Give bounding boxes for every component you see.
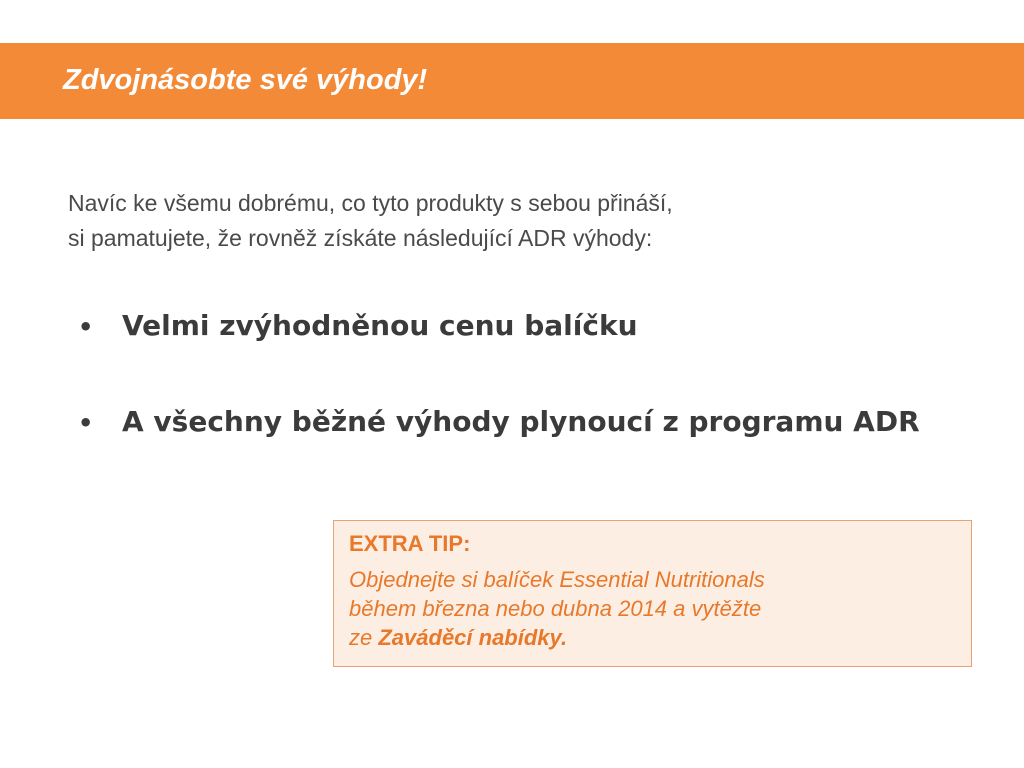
intro-line-1: Navíc ke všemu dobrému, co tyto produkty s sebou přináší, [68,190,673,216]
tip-heading: EXTRA TIP: [349,531,471,556]
bullet-text: Velmi zvýhodněnou cenu balíčku [122,309,638,342]
slide-title: Zdvojnásobte své výhody! [63,64,428,96]
bullet-item [78,402,920,443]
tip-line-1: Objednejte si balíček Essential Nutritionals [349,567,765,592]
tip-line-3 [349,623,765,652]
tip-body [349,565,765,652]
tip-line-3-prefix: ze [349,625,379,650]
bullet-marker: • [78,313,94,341]
bullet-text: A všechny běžné výhody plynoucí z programu ADR [122,405,920,438]
intro-paragraph [68,186,673,256]
bullet-marker: • [78,409,94,437]
intro-line-2: si pamatujete, že rovněž získáte následující ADR výhody: [68,225,653,251]
tip-line-2: během března nebo dubna 2014 a vytěžte [349,596,762,621]
extra-tip-box [333,520,972,667]
bullet-item [78,306,638,347]
tip-emphasis: Zaváděcí nabídky. [378,625,568,650]
